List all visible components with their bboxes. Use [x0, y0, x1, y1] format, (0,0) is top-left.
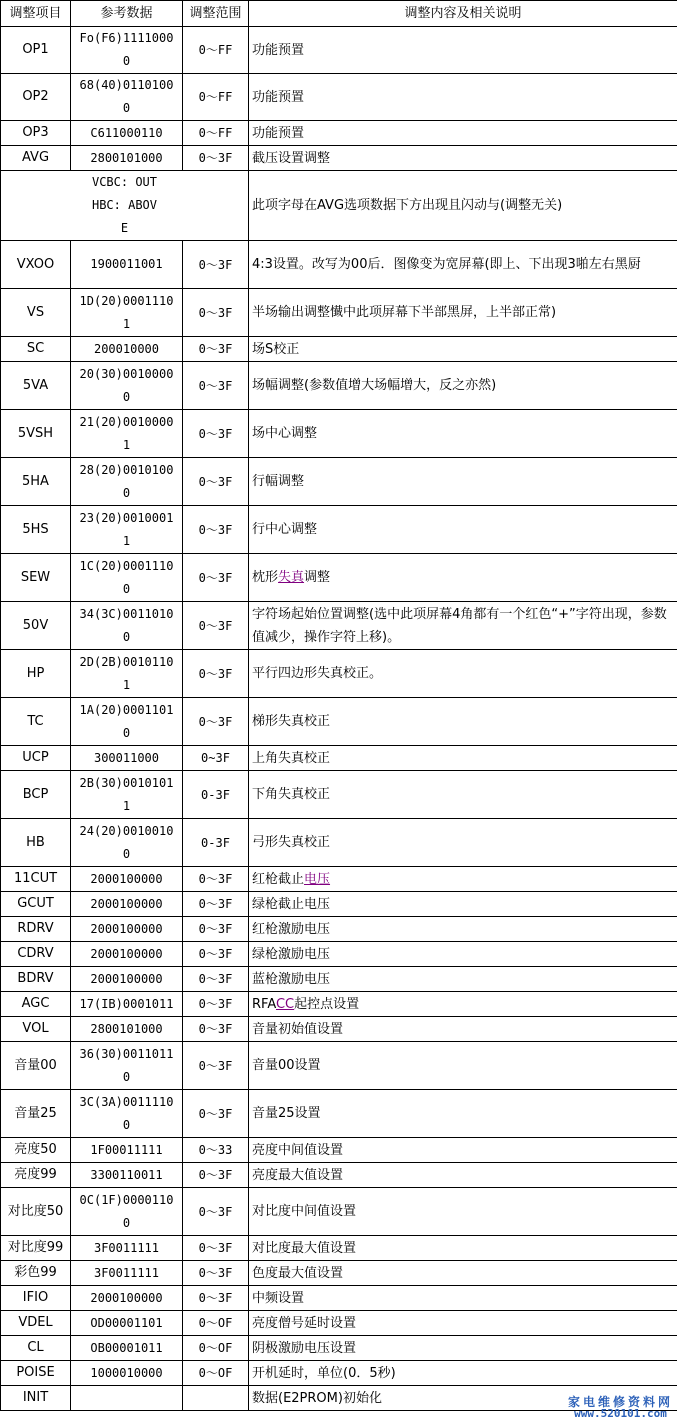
cell-ref-data: OB00001011	[71, 1336, 183, 1361]
table-row	[1, 1261, 677, 1286]
cell-description: 对比度最大值设置	[249, 1236, 677, 1261]
cell-description: 弓形失真校正	[249, 819, 677, 867]
cell-description: 功能预置	[249, 121, 677, 146]
cell-item: CDRV	[1, 942, 71, 967]
cell-description: 半场输出调整懴中此项屏幕下半部黑屏，上半部正常)	[249, 289, 677, 337]
cell-ref-data: 20(30)0010000 0	[71, 362, 183, 410]
cell-ref-data: 0C(1F)0000110 0	[71, 1188, 183, 1236]
cell-description: 绿枪截止电压	[249, 892, 677, 917]
cell-ref-data: 2800101000	[71, 1017, 183, 1042]
cell-ref-data: 68(40)0110100 0	[71, 74, 183, 121]
cell-range: 0～3F	[183, 867, 249, 892]
cell-item: GCUT	[1, 892, 71, 917]
cell-description: 截压设置调整	[249, 146, 677, 171]
table-row	[1, 992, 677, 1017]
table-row	[1, 1336, 677, 1361]
cell-description: 绿枪激励电压	[249, 942, 677, 967]
cell-range: 0～3F	[183, 992, 249, 1017]
cell-range: 0～FF	[183, 27, 249, 74]
cell-range: 0～3F	[183, 942, 249, 967]
table-row	[1, 1311, 677, 1336]
cell-item: 5HS	[1, 506, 71, 554]
desc-text: 起控点设置	[294, 996, 360, 1012]
table-row	[1, 1163, 677, 1188]
cell-range: 0～3F	[183, 602, 249, 650]
cell-description: 亮度中间值设置	[249, 1138, 677, 1163]
table-row	[1, 1090, 677, 1138]
cell-description: 开机延时，单位(0．5秒)	[249, 1361, 677, 1386]
cell-range: 0～3F	[183, 892, 249, 917]
cell-item: 50V	[1, 602, 71, 650]
desc-text: RFA	[252, 996, 276, 1012]
cell-item: UCP	[1, 746, 71, 771]
cell-range: 0～3F	[183, 241, 249, 289]
cell-ref-data: 3F0011111	[71, 1261, 183, 1286]
desc-link[interactable]: 电压	[304, 871, 331, 887]
cell-description: 音量00设置	[249, 1042, 677, 1090]
cell-description: 对比度中间值设置	[249, 1188, 677, 1236]
cell-range: 0～3F	[183, 1236, 249, 1261]
cell-ref-data: 3300110011	[71, 1163, 183, 1188]
cell-ref-data: VCBC: OUT HBC: ABOV E	[1, 171, 249, 241]
cell-ref-data: 34(3C)0011010 0	[71, 602, 183, 650]
cell-item: OP2	[1, 74, 71, 121]
watermark-line2: www.520101.com	[574, 1407, 667, 1420]
header-range: 调整范围	[183, 1, 249, 27]
table-row	[1, 1286, 677, 1311]
cell-range: 0～3F	[183, 506, 249, 554]
cell-range: 0～3F	[183, 337, 249, 362]
desc-link[interactable]: 失真	[278, 570, 305, 585]
cell-item: VDEL	[1, 1311, 71, 1336]
table-row	[1, 146, 677, 171]
cell-range: 0～FF	[183, 121, 249, 146]
cell-description: 场S校正	[249, 337, 677, 362]
cell-range: 0～3F	[183, 289, 249, 337]
cell-ref-data: 3F0011111	[71, 1236, 183, 1261]
cell-range: 0～3F	[183, 967, 249, 992]
cell-description: 行中心调整	[249, 506, 677, 554]
cell-range: 0～3F	[183, 650, 249, 698]
cell-item: 音量25	[1, 1090, 71, 1138]
cell-description: 场幅调整(参数值增大场幅增大，反之亦然)	[249, 362, 677, 410]
cell-ref-data: 36(30)0011011 0	[71, 1042, 183, 1090]
cell-range	[183, 1386, 249, 1411]
table-row	[1, 1017, 677, 1042]
cell-item: VS	[1, 289, 71, 337]
table-row	[1, 506, 677, 554]
header-row	[1, 1, 677, 27]
cell-description: 平行四边形失真校正。	[249, 650, 677, 698]
cell-ref-data: 2000100000	[71, 892, 183, 917]
cell-description: 数据(E2PROM)初始化	[249, 1386, 677, 1411]
cell-range: 0～33	[183, 1138, 249, 1163]
cell-item: 11CUT	[1, 867, 71, 892]
cell-ref-data: OD00001101	[71, 1311, 183, 1336]
cell-description: 蓝枪激励电压	[249, 967, 677, 992]
table-row	[1, 1188, 677, 1236]
cell-description: 亮度僧号延时设置	[249, 1311, 677, 1336]
cell-range: 0-3F	[183, 771, 249, 819]
cell-description: 此项字母在AVG选项数据下方出现且闪动与(调整无关)	[249, 171, 677, 241]
cell-range: 0～3F	[183, 917, 249, 942]
cell-description: 音量25设置	[249, 1090, 677, 1138]
cell-description: 亮度最大值设置	[249, 1163, 677, 1188]
watermark	[568, 1396, 673, 1420]
table-row	[1, 867, 677, 892]
cell-description	[249, 867, 677, 892]
table-row	[1, 771, 677, 819]
cell-range: 0～3F	[183, 1090, 249, 1138]
cell-range: 0～3F	[183, 1286, 249, 1311]
table-row	[1, 27, 677, 74]
cell-range: 0～OF	[183, 1336, 249, 1361]
cell-range: 0～3F	[183, 1188, 249, 1236]
table-row	[1, 1361, 677, 1386]
cell-range: 0～3F	[183, 1042, 249, 1090]
cell-ref-data: 300011000	[71, 746, 183, 771]
header-desc: 调整内容及相关说明	[249, 1, 677, 27]
cell-ref-data: 1A(20)0001101 0	[71, 698, 183, 746]
table-row	[1, 942, 677, 967]
cell-ref-data: 21(20)0010000 1	[71, 410, 183, 458]
cell-item: BCP	[1, 771, 71, 819]
cell-item: AGC	[1, 992, 71, 1017]
cell-description: 场中心调整	[249, 410, 677, 458]
cell-item: 彩色99	[1, 1261, 71, 1286]
cell-item: 亮度99	[1, 1163, 71, 1188]
table-row	[1, 121, 677, 146]
table-row	[1, 241, 677, 289]
cell-item: VOL	[1, 1017, 71, 1042]
cell-range: 0～3F	[183, 554, 249, 602]
cell-item: 5VA	[1, 362, 71, 410]
table-row	[1, 410, 677, 458]
table-row	[1, 892, 677, 917]
cell-item: HB	[1, 819, 71, 867]
cell-item: 音量00	[1, 1042, 71, 1090]
watermark-line1: 家电维修资料网	[567, 1395, 673, 1409]
cell-item: TC	[1, 698, 71, 746]
cell-item: BDRV	[1, 967, 71, 992]
cell-ref-data: C611000110	[71, 121, 183, 146]
cell-ref-data: 1000010000	[71, 1361, 183, 1386]
cell-ref-data	[71, 1386, 183, 1411]
cell-item: AVG	[1, 146, 71, 171]
cell-ref-data: 1900011001	[71, 241, 183, 289]
table-row	[1, 746, 677, 771]
cell-ref-data: 2000100000	[71, 917, 183, 942]
cell-ref-data: 2000100000	[71, 1286, 183, 1311]
cell-range: 0-3F	[183, 819, 249, 867]
cell-item: OP3	[1, 121, 71, 146]
table-row	[1, 362, 677, 410]
cell-ref-data: 200010000	[71, 337, 183, 362]
cell-range: 0～3F	[183, 410, 249, 458]
cell-ref-data: 2000100000	[71, 867, 183, 892]
cell-description: 功能预置	[249, 74, 677, 121]
cell-range: 0～3F	[183, 146, 249, 171]
cell-ref-data: 2B(30)0010101 1	[71, 771, 183, 819]
table-row	[1, 1042, 677, 1090]
cell-range: 0～OF	[183, 1311, 249, 1336]
header-ref: 参考数据	[71, 1, 183, 27]
cell-item: 5VSH	[1, 410, 71, 458]
table-row	[1, 171, 677, 241]
cell-description: 字符场起始位置调整(选中此项屏幕4角都有一个红色“+”字符出现，参数值减少，操作字符上移)。	[249, 602, 677, 650]
cell-description	[249, 554, 677, 602]
cell-range: 0～3F	[183, 458, 249, 506]
cell-description: 中频设置	[249, 1286, 677, 1311]
cell-ref-data: 2D(2B)0010110 1	[71, 650, 183, 698]
cell-item: SEW	[1, 554, 71, 602]
cell-description: 梯形失真校正	[249, 698, 677, 746]
cell-item: SC	[1, 337, 71, 362]
cell-ref-data: 2000100000	[71, 942, 183, 967]
cell-range: 0～OF	[183, 1361, 249, 1386]
cell-range: 0～3F	[183, 1163, 249, 1188]
table-row	[1, 458, 677, 506]
cell-ref-data: 17(IB)0001011	[71, 992, 183, 1017]
cell-description: 阴极激励电压设置	[249, 1336, 677, 1361]
cell-description: 行幅调整	[249, 458, 677, 506]
cell-description: 4:3设置。改写为00后．图像变为宽屏幕(即上、下出现3啪左右黑厨	[249, 241, 677, 289]
desc-link[interactable]: CC	[275, 996, 295, 1012]
table-row	[1, 650, 677, 698]
table-row	[1, 337, 677, 362]
cell-item: VXOO	[1, 241, 71, 289]
cell-range: 0~3F	[183, 746, 249, 771]
cell-ref-data: Fo(F6)1111000 0	[71, 27, 183, 74]
cell-range: 0～3F	[183, 698, 249, 746]
table-row	[1, 967, 677, 992]
cell-ref-data: 1C(20)0001110 0	[71, 554, 183, 602]
cell-range: 0～3F	[183, 1017, 249, 1042]
cell-item: IFIO	[1, 1286, 71, 1311]
table-row	[1, 819, 677, 867]
cell-item: RDRV	[1, 917, 71, 942]
cell-ref-data: 3C(3A)0011110 0	[71, 1090, 183, 1138]
table-row	[1, 698, 677, 746]
cell-range: 0～3F	[183, 1261, 249, 1286]
cell-ref-data: 1D(20)0001110 1	[71, 289, 183, 337]
table-row	[1, 917, 677, 942]
cell-ref-data: 24(20)0010010 0	[71, 819, 183, 867]
table-row	[1, 289, 677, 337]
cell-item: POISE	[1, 1361, 71, 1386]
cell-description: 音量初始值设置	[249, 1017, 677, 1042]
cell-ref-data: 1F00011111	[71, 1138, 183, 1163]
table-row	[1, 1236, 677, 1261]
cell-description: 色度最大值设置	[249, 1261, 677, 1286]
cell-item: 亮度50	[1, 1138, 71, 1163]
cell-ref-data: 2000100000	[71, 967, 183, 992]
table-row	[1, 1138, 677, 1163]
cell-range: 0～3F	[183, 362, 249, 410]
desc-text: 红枪截止	[252, 871, 305, 887]
desc-text: 枕形	[252, 570, 279, 585]
cell-item: 对比度99	[1, 1236, 71, 1261]
cell-ref-data: 23(20)0010001 1	[71, 506, 183, 554]
cell-item: INIT	[1, 1386, 71, 1411]
cell-item: CL	[1, 1336, 71, 1361]
cell-item: HP	[1, 650, 71, 698]
table-row	[1, 554, 677, 602]
cell-description: 红枪激励电压	[249, 917, 677, 942]
header-item: 调整项目	[1, 1, 71, 27]
cell-range: 0～FF	[183, 74, 249, 121]
cell-item: 5HA	[1, 458, 71, 506]
cell-description: 功能预置	[249, 27, 677, 74]
table-row	[1, 602, 677, 650]
cell-ref-data: 2800101000	[71, 146, 183, 171]
cell-item: 对比度50	[1, 1188, 71, 1236]
cell-description: 上角失真校正	[249, 746, 677, 771]
desc-text: 调整	[304, 570, 331, 585]
cell-item: OP1	[1, 27, 71, 74]
cell-description	[249, 992, 677, 1017]
cell-ref-data: 28(20)0010100 0	[71, 458, 183, 506]
table-row	[1, 74, 677, 121]
cell-description: 下角失真校正	[249, 771, 677, 819]
